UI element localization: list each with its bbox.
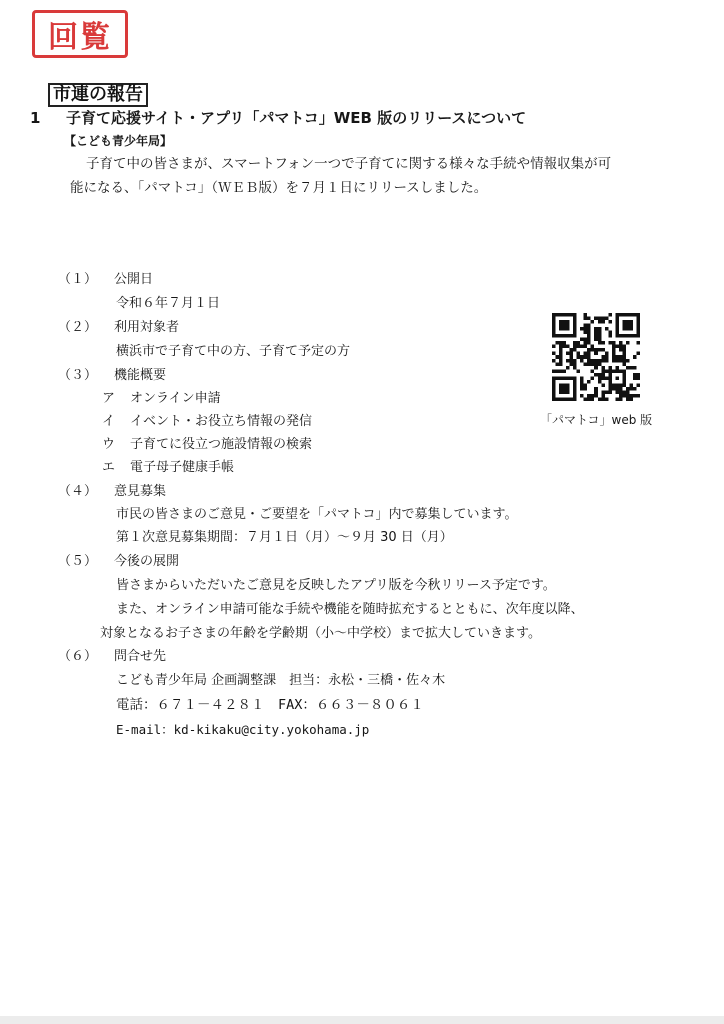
qr-module [598,362,602,366]
qr-module [608,320,612,324]
qr-module [584,397,588,401]
qr-module [636,383,640,387]
qr-module [612,345,616,349]
qr-module [552,345,556,349]
feature-mark-a: ア [102,391,116,406]
qr-module [633,366,637,370]
feature-mark-e: エ [102,460,116,475]
qr-module [587,397,591,401]
section-3-number: （３） [58,368,98,383]
qr-module [580,394,584,398]
qr-module [615,397,619,401]
qr-module [636,376,640,380]
qr-module [584,355,588,359]
section-2-line-1: 横浜市で子育て中の方、子育て予定の方 [116,344,351,359]
qr-module [577,341,581,345]
qr-module [587,341,591,345]
qr-module [605,317,609,321]
qr-module [601,373,605,377]
qr-module [566,366,570,370]
qr-module [591,394,595,398]
feature-mark-u: ウ [102,437,116,452]
qr-module [636,394,640,398]
qr-module [584,327,588,331]
qr-module [587,324,591,328]
qr-module [559,369,563,373]
qr-module [598,376,602,380]
qr-caption: 「パマトコ」web 版 [540,413,653,427]
qr-module [556,341,560,345]
heading-title: 子育て応援サイト・アプリ「パマトコ」WEB 版のリリースについて [66,109,527,127]
section-2-number: （２） [58,320,98,335]
feature-item-i: イベント・お役立ち情報の発信 [130,414,313,429]
qr-module [591,397,595,401]
intro-line-2: 能になる、「パマトコ」（ＷＥＢ版）を７月１日にリリースしました。 [70,180,488,196]
qr-module [612,348,616,352]
qr-module [584,338,588,342]
qr-module [587,334,591,338]
qr-module [633,387,637,391]
qr-module [594,352,598,356]
report-badge: 市連の報告 [48,83,148,107]
qr-module [626,341,630,345]
qr-module [591,369,595,373]
qr-module [591,359,595,363]
qr-module [594,359,598,363]
qr-module [598,397,602,401]
qr-module [605,397,609,401]
circulation-stamp [32,10,128,58]
qr-module [594,334,598,338]
stamp-text: 回覧 [48,20,112,55]
qr-module [615,366,619,370]
qr-module [584,317,588,321]
qr-module [587,352,591,356]
qr-code[interactable] [552,313,640,401]
qr-module [573,348,577,352]
qr-module [598,327,602,331]
section-5-title: 今後の展開 [114,554,180,569]
qr-module [608,331,612,335]
qr-module [587,359,591,363]
qr-module [629,383,633,387]
qr-module [608,387,612,391]
qr-module [622,345,626,349]
qr-module [556,355,560,359]
qr-module [608,313,612,317]
qr-module [559,355,563,359]
qr-module [563,369,567,373]
qr-module [563,345,567,349]
qr-module [594,366,598,370]
qr-module [594,362,598,366]
qr-module [584,383,588,387]
qr-module [591,345,595,349]
qr-module [570,348,574,352]
qr-module [605,376,609,380]
qr-module [608,341,612,345]
qr-module [612,355,616,359]
qr-module [552,352,556,356]
qr-module [566,352,570,356]
qr-module [619,359,623,363]
qr-module [605,369,609,373]
qr-module [598,331,602,335]
qr-module [598,320,602,324]
qr-module [608,390,612,394]
qr-module [601,341,605,345]
qr-module [584,324,588,328]
qr-module [612,359,616,363]
department-label: 【こども青少年局】 [64,134,173,148]
section-6-title: 問合せ先 [114,649,167,664]
qr-module [622,320,633,331]
qr-module [559,383,570,394]
scan-edge [0,1016,724,1024]
qr-module [601,383,605,387]
qr-module [573,345,577,349]
section-1-title: 公開日 [114,272,154,287]
qr-module [629,366,633,370]
qr-module [570,362,574,366]
qr-module [594,327,598,331]
qr-module [580,376,584,380]
qr-module [605,352,609,356]
qr-module [619,341,623,345]
qr-module [587,317,591,321]
qr-module [577,345,581,349]
qr-module [622,348,626,352]
qr-module [622,355,626,359]
qr-module [584,352,588,356]
section-1-number: （１） [58,272,98,287]
qr-module [629,397,633,401]
qr-module [594,394,598,398]
section-2-title: 利用対象者 [114,320,180,335]
qr-module [559,362,563,366]
qr-module [598,317,602,321]
qr-module [580,383,584,387]
qr-module [629,387,633,391]
qr-module [559,341,563,345]
qr-module [619,355,623,359]
qr-module [605,355,609,359]
qr-module [629,394,633,398]
qr-module [584,387,588,391]
qr-module [605,327,609,331]
qr-module [636,352,640,356]
qr-module [580,387,584,391]
qr-module [615,387,619,391]
qr-module [626,366,630,370]
qr-module [580,359,584,363]
qr-module [619,390,623,394]
section-5-line-2: また、オンライン申請可能な手続や機能を随時拡充するとともに、次年度以降、 [116,602,584,617]
qr-module [584,345,588,349]
qr-module [626,359,630,363]
feature-item-e: 電子母子健康手帳 [130,460,235,475]
section-4-line-1: 市民の皆さまのご意見・ご要望を「パマトコ」内で募集しています。 [116,507,518,522]
qr-module [615,355,619,359]
qr-module [552,359,556,363]
qr-module [580,338,584,342]
contact-department: こども青少年局 企画調整課 担当：永松・三橋・佐々木 [116,673,446,688]
qr-module [598,338,602,342]
qr-module [608,366,612,370]
qr-module [570,359,574,363]
feature-mark-i: イ [102,414,116,429]
section-5-line-3: 対象となるお子さまの年齢を学齢期（小～中学校）まで拡大していきます。 [100,626,541,641]
qr-module [622,390,626,394]
qr-module [584,331,588,335]
qr-module [587,338,591,342]
section-5-number: （５） [58,554,98,569]
qr-module [594,390,598,394]
qr-module [619,387,623,391]
qr-module [601,355,605,359]
qr-module [594,348,598,352]
qr-module [559,320,570,331]
qr-module [636,341,640,345]
qr-module [556,362,560,366]
section-3-title: 機能概要 [114,368,167,383]
qr-module [587,327,591,331]
contact-email: E-mail：kd-kikaku@city.yokohama.jp [116,722,370,737]
qr-module [601,397,605,401]
qr-module [622,359,626,363]
section-4-number: （４） [58,484,98,499]
qr-module [570,355,574,359]
qr-module [587,355,591,359]
qr-module [587,348,591,352]
qr-module [580,345,584,349]
qr-module [626,390,630,394]
qr-module [559,348,563,352]
qr-module [556,369,560,373]
qr-module [601,348,605,352]
qr-module [601,317,605,321]
qr-module [598,359,602,363]
qr-module [598,341,602,345]
qr-module [591,362,595,366]
qr-module [598,380,602,384]
qr-module [591,320,595,324]
section-1-line-1: 令和６年７月１日 [116,296,221,311]
qr-module [577,369,581,373]
qr-module [612,387,616,391]
qr-module [598,373,602,377]
qr-module [598,334,602,338]
qr-module [619,394,623,398]
qr-module [591,348,595,352]
qr-module [626,394,630,398]
section-4-line-2: 第１次意見募集期間：７月１日（月）～９月 30 日（月） [116,530,453,545]
qr-module [619,345,623,349]
qr-module [598,348,602,352]
qr-module [615,390,619,394]
qr-module [566,345,570,349]
qr-module [559,345,563,349]
qr-module [587,362,591,366]
qr-module [577,352,581,356]
qr-module [633,394,637,398]
qr-module [573,341,577,345]
qr-module [601,320,605,324]
qr-module [601,390,605,394]
qr-module [587,380,591,384]
qr-module [601,366,605,370]
qr-module [605,359,609,363]
feature-item-u: 子育てに役立つ施設情報の検索 [130,437,313,452]
qr-module [622,362,626,366]
qr-module [552,369,556,373]
qr-module [573,359,577,363]
qr-module [633,373,637,377]
qr-module [619,397,623,401]
qr-module [612,352,616,356]
qr-module [626,387,630,391]
qr-module [573,366,577,370]
qr-module [601,369,605,373]
qr-module [612,341,616,345]
qr-module [608,334,612,338]
qr-module [580,327,584,331]
qr-module [563,341,567,345]
qr-module [615,345,619,349]
qr-module [587,331,591,335]
qr-module [601,359,605,363]
qr-module [601,376,605,380]
feature-item-a: オンライン申請 [130,391,221,406]
qr-module [580,355,584,359]
heading-number: 1 [30,109,41,127]
qr-module [594,373,598,377]
qr-module [622,352,626,356]
qr-module [633,376,637,380]
qr-module [580,380,584,384]
qr-module [591,376,595,380]
qr-module [584,341,588,345]
qr-module [577,355,581,359]
qr-module [559,359,563,363]
section-5-line-1: 皆さまからいただいたご意見を反映したアプリ版を今秋リリース予定です。 [116,578,556,593]
qr-module [615,359,619,363]
qr-module [594,331,598,335]
qr-module [587,394,591,398]
qr-module [636,373,640,377]
qr-module [615,376,619,380]
qr-module [584,362,588,366]
qr-module [570,352,574,356]
qr-module [594,387,598,391]
section-6-number: （６） [58,649,98,664]
contact-phone-fax: 電話：６７１－４２８１ FAX：６６３－８０６１ [116,697,424,713]
qr-module [594,317,598,321]
qr-module [566,359,570,363]
intro-line-1: 子育て中の皆さまが、スマートフォン一つで子育てに関する様々な手続や情報収集が可 [86,156,612,172]
qr-module [559,352,563,356]
qr-module [605,390,609,394]
section-4-title: 意見募集 [114,484,167,499]
qr-module [622,394,626,398]
qr-module [619,348,623,352]
qr-module [584,313,588,317]
qr-module [626,397,630,401]
qr-module [601,394,605,398]
qr-module [633,355,637,359]
qr-module [573,362,577,366]
qr-module [594,338,598,342]
